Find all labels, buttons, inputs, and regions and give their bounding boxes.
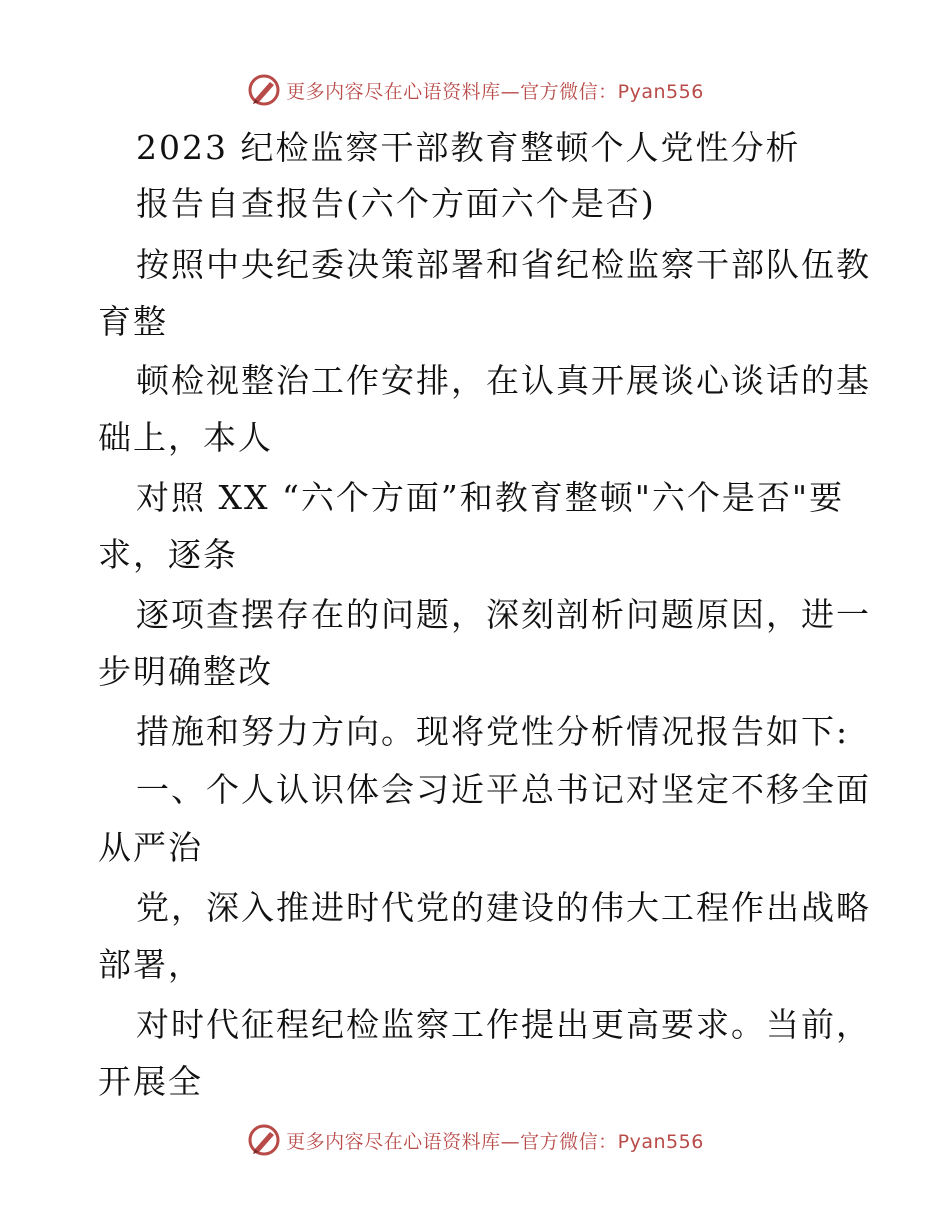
text-line: 对照 XX “六个方面”和教育整顿"六个是否"要 bbox=[136, 478, 845, 517]
pen-logo-icon bbox=[246, 72, 282, 108]
text-line: 顿检视整治工作安排，在认真开展谈心谈话的基 bbox=[136, 361, 871, 400]
watermark-footer bbox=[0, 1120, 950, 1160]
text-line: 党，深入推进时代党的建设的伟大工程作出战略 bbox=[136, 888, 871, 927]
watermark-text: 更多内容尽在心语资料库—官方微信：Pyan556 bbox=[286, 1130, 704, 1153]
text-line: 础上，本人 bbox=[98, 418, 273, 457]
text-line: 逐项查摆存在的问题，深刻剖析问题原因，进一 bbox=[136, 595, 871, 634]
watermark-header bbox=[0, 70, 950, 110]
text-line: 按照中央纪委决策部署和省纪检监察干部队伍教 bbox=[136, 245, 871, 284]
watermark-text: 更多内容尽在心语资料库—官方微信：Pyan556 bbox=[286, 80, 704, 103]
text-line: 开展全 bbox=[98, 1062, 203, 1101]
text-line: 措施和努力方向。现将党性分析情况报告如下: bbox=[136, 712, 850, 751]
text-line: 报告自查报告(六个方面六个是否) bbox=[136, 184, 656, 223]
text-line: 对时代征程纪检监察工作提出更高要求。当前， bbox=[136, 1005, 871, 1044]
text-line: 求，逐条 bbox=[98, 535, 238, 574]
text-line: 2023 纪检监察干部教育整顿个人党性分析 bbox=[136, 128, 801, 167]
text-line: 育整 bbox=[98, 302, 168, 341]
text-line: 一、个人认识体会习近平总书记对坚定不移全面 bbox=[136, 770, 871, 809]
pen-logo-icon bbox=[246, 1122, 282, 1158]
text-line: 步明确整改 bbox=[98, 652, 273, 691]
text-line: 部署， bbox=[98, 945, 203, 984]
text-line: 从严治 bbox=[98, 828, 203, 867]
